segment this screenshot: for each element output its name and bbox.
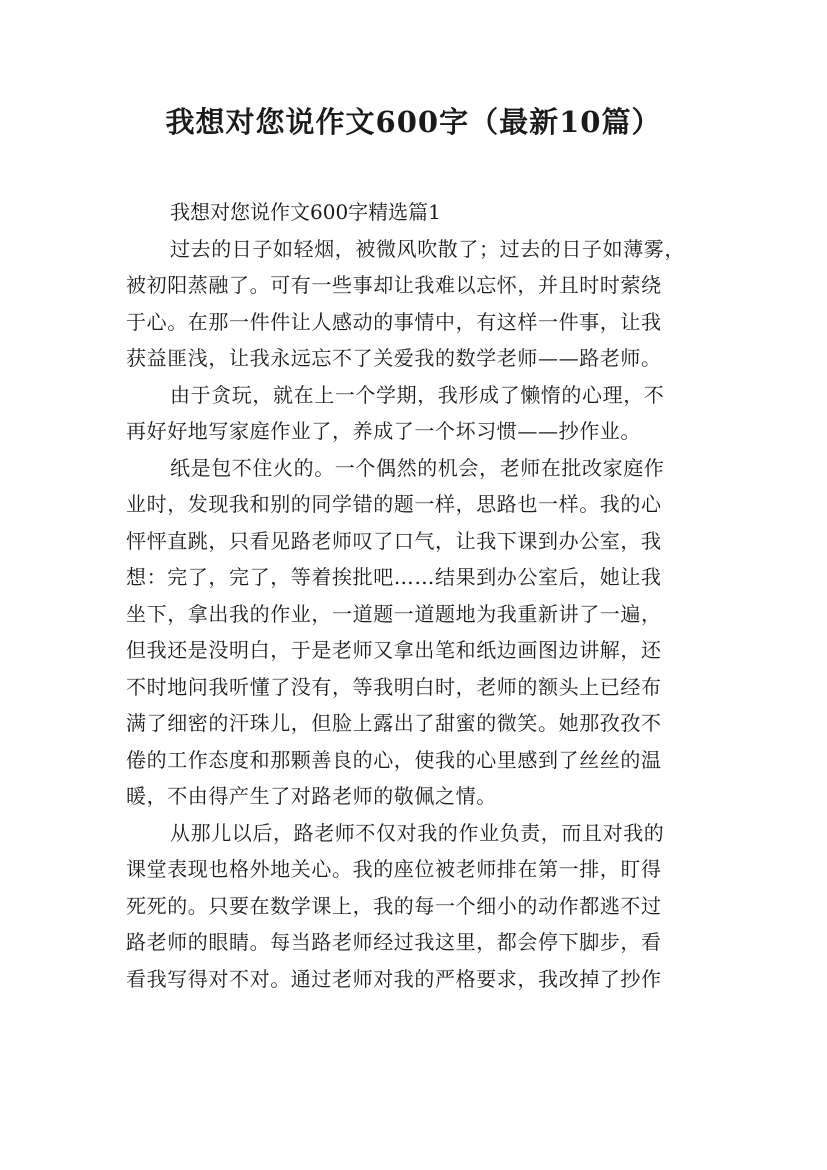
text-line: 路老师的眼睛。每当路老师经过我这里，都会停下脚步，看: [126, 930, 662, 954]
text-line: 业时，发现我和别的同学错的题一样，思路也一样。我的心: [126, 492, 662, 516]
text-line: 从那儿以后，路老师不仅对我的作业负责，而且对我的: [170, 820, 665, 845]
text-line: 看我写得对不对。通过老师对我的严格要求，我改掉了抄作: [126, 966, 662, 991]
text-line: 被初阳蒸融了。可有一些事却让我难以忘怀，并且时时萦绕: [126, 273, 662, 297]
text-line: 想：完了，完了，等着挨批吧……结果到办公室后，她让我: [126, 565, 662, 589]
text-line: 坐下，拿出我的作业，一道题一道题地为我重新讲了一遍，: [126, 601, 662, 626]
text-line: 于心。在那一件件让人感动的事情中，有这样一件事，让我: [126, 309, 662, 334]
text-line: 怦怦直跳，只看见路老师叹了口气，让我下课到办公室，我: [126, 528, 662, 553]
text-line: 死死的。只要在数学课上，我的每一个细小的动作都逃不过: [126, 893, 662, 918]
text-line: 获益匪浅，让我永远忘不了关爱我的数学老师——路老师。: [126, 346, 662, 370]
paragraph-1: [126, 231, 704, 377]
text-line: 过去的日子如轻烟，被微风吹散了；过去的日子如薄雾，: [170, 236, 685, 261]
text-line: 由于贪玩，就在上一个学期，我形成了懒惰的心理，不: [170, 382, 665, 407]
document-body: [126, 194, 704, 997]
text-line: 再好好地写家庭作业了，养成了一个坏习惯——抄作业。: [126, 419, 641, 443]
paragraph-2: [126, 377, 704, 450]
document-title: 我想对您说作文600字（最新10篇）: [165, 105, 662, 139]
text-line: 满了细密的汗珠儿，但脸上露出了甜蜜的微笑。她那孜孜不: [126, 711, 662, 735]
text-line: 不时地问我听懂了没有，等我明白时，老师的额头上已经布: [126, 674, 662, 699]
text-line: 课堂表现也格外地关心。我的座位被老师排在第一排，盯得: [126, 857, 662, 881]
paragraph-3: [126, 450, 704, 815]
text-line: 倦的工作态度和那颗善良的心，使我的心里感到了丝丝的温: [126, 747, 662, 772]
paragraph-4: [126, 815, 704, 998]
section-heading: 我想对您说作文600字精选篇1: [170, 200, 441, 224]
text-line: 纸是包不住火的。一个偶然的机会，老师在批改家庭作: [170, 455, 665, 480]
text-line: 但我还是没明白，于是老师又拿出笔和纸边画图边讲解，还: [126, 638, 662, 662]
text-line: 暖，不由得产生了对路老师的敬佩之情。: [126, 784, 497, 808]
